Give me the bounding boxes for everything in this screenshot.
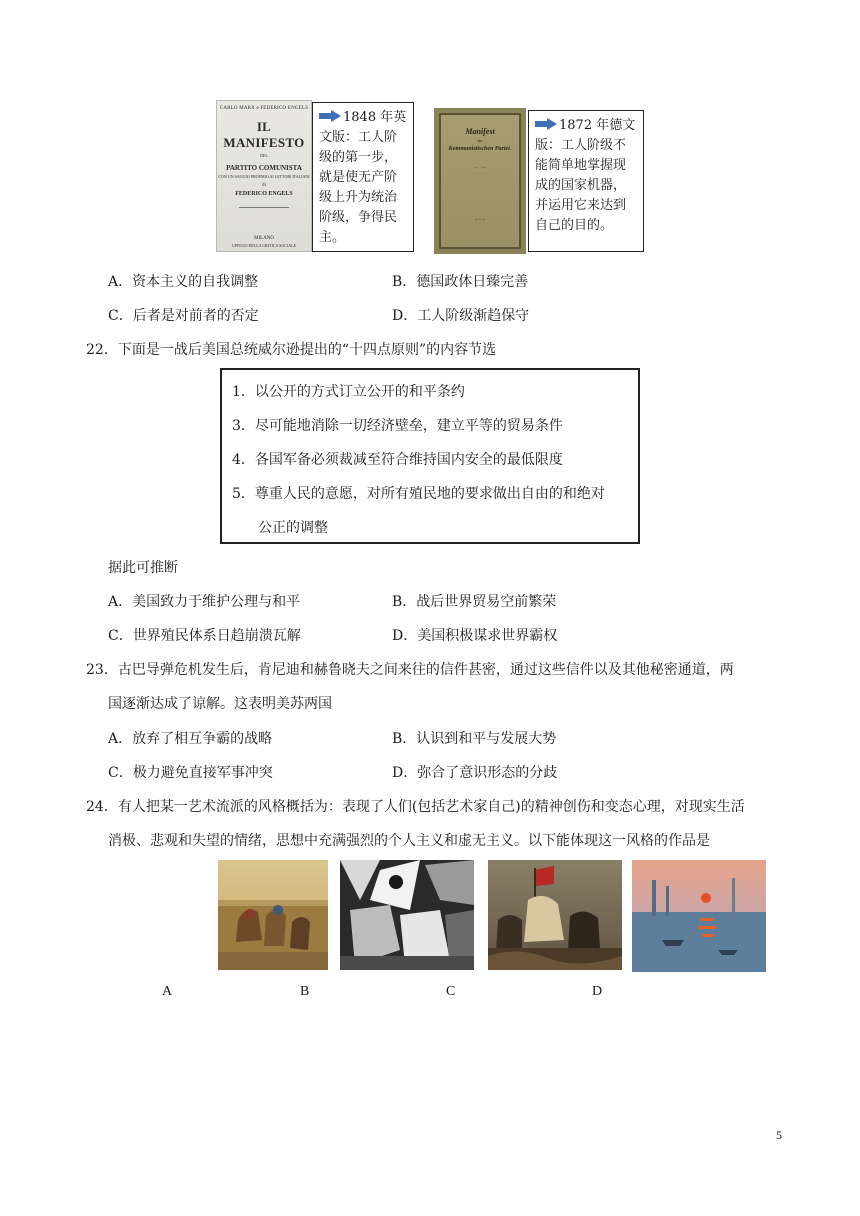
painting-c-image[interactable] <box>488 860 622 970</box>
painting-a-image[interactable] <box>218 860 328 970</box>
cover-text: PARTITO COMUNISTA <box>226 164 302 172</box>
q21-option-c[interactable]: C．后者是对前者的否定 <box>108 308 259 324</box>
cover-text: di <box>262 183 266 188</box>
q23-option-c[interactable]: C．极力避免直接军事冲突 <box>108 765 273 781</box>
principle-1: 1．以公开的方式订立公开的和平条约 <box>232 384 465 400</box>
cover-text: der <box>477 138 483 143</box>
painting-d-image[interactable] <box>632 860 766 972</box>
q23-option-a[interactable]: A．放弃了相互争霸的战略 <box>108 731 273 747</box>
painting-d-label: D <box>592 984 603 999</box>
painting-b-image[interactable] <box>340 860 474 970</box>
note-1872-box <box>528 110 644 252</box>
cover-title-text: Manifest <box>465 127 495 136</box>
q23-option-b[interactable]: B．认识到和平与发展大势 <box>392 731 557 747</box>
right-arrow-icon <box>319 110 341 122</box>
principle-5: 5．尊重人民的意愿，对所有殖民地的要求做出自由的和绝对 <box>232 486 605 502</box>
cover-author-text: CARLO MARX e FEDERICO ENGELS <box>219 106 309 111</box>
page-number: 5 <box>776 1128 782 1142</box>
principle-4: 4．各国军备必须裁减至符合维持国内安全的最低限度 <box>232 452 563 468</box>
painting-a-label: A <box>162 984 173 999</box>
note-1848-box <box>312 102 414 252</box>
cover-text: CON UN SAGGIO PROEMIO AI LETTORI ITALIANI <box>218 174 310 179</box>
cover-text: MILANO <box>254 236 274 241</box>
cover-title-text: IL MANIFESTO <box>223 119 305 150</box>
cover-text: FEDERICO ENGELS <box>235 191 293 197</box>
q22-stem: 22．下面是一战后美国总统威尔逊提出的“十四点原则”的内容节选 <box>86 342 497 358</box>
q23-stem-line1: 23．古巴导弹危机发生后，肯尼迪和赫鲁晓夫之间来往的信件甚密，通过这些信件以及其他秘密通道，两 <box>86 662 734 678</box>
q22-prompt: 据此可推断 <box>108 560 178 576</box>
note-1872-text: 1872 年德文版：工人阶级不能简单地掌握现成的国家机器，并运用它来达到自己的目的。 <box>535 118 636 233</box>
q23-stem-line2: 国逐渐达成了谅解。这表明美苏两国 <box>108 696 332 712</box>
q21-option-d[interactable]: D．工人阶级渐趋保守 <box>392 308 530 324</box>
fourteen-points-box <box>220 368 640 544</box>
principle-3: 3．尽可能地消除一切经济壁垒，建立平等的贸易条件 <box>232 418 563 434</box>
cover-text: Kommunistischen Partei. <box>448 146 512 152</box>
right-arrow-icon <box>535 118 557 130</box>
q23-option-d[interactable]: D．弥合了意识形态的分歧 <box>392 765 558 781</box>
painting-b-label: B <box>300 984 310 999</box>
q24-stem-line2: 消极、悲观和失望的情绪，思想中充满强烈的个人主义和虚无主义。以下能体现这一风格的作品是 <box>108 833 710 849</box>
note-1848-text: 1848 年英文版：工人阶级的第一步，就是使无产阶级上升为统治阶级，争得民主。 <box>319 110 407 245</box>
q22-option-c[interactable]: C．世界殖民体系日趋崩溃瓦解 <box>108 628 301 644</box>
q24-stem-line1: 24．有人把某一艺术流派的风格概括为：表现了人们(包括艺术家自己)的精神创伤和变态心理，对现实生活 <box>86 799 745 815</box>
q22-option-d[interactable]: D．美国积极谋求世界霸权 <box>392 628 558 644</box>
manifesto-1872-cover: Manifest der Kommunistischen Partei. — · — · · · · · ~ ~ ~ <box>434 108 526 254</box>
q22-option-b[interactable]: B．战后世界贸易空前繁荣 <box>392 594 557 610</box>
cover-text: DEL <box>260 153 268 158</box>
painting-c-label: C <box>446 984 456 999</box>
q21-option-a[interactable]: A．资本主义的自我调整 <box>108 274 259 290</box>
principle-5-cont: 公正的调整 <box>258 520 328 536</box>
q22-option-a[interactable]: A．美国致力于维护公理与和平 <box>108 594 301 610</box>
q21-option-b[interactable]: B．德国政体日臻完善 <box>392 274 529 290</box>
cover-text: UFFICIO DELLA CRITICA SOCIALE <box>231 243 297 248</box>
manifesto-1848-cover <box>216 100 312 252</box>
